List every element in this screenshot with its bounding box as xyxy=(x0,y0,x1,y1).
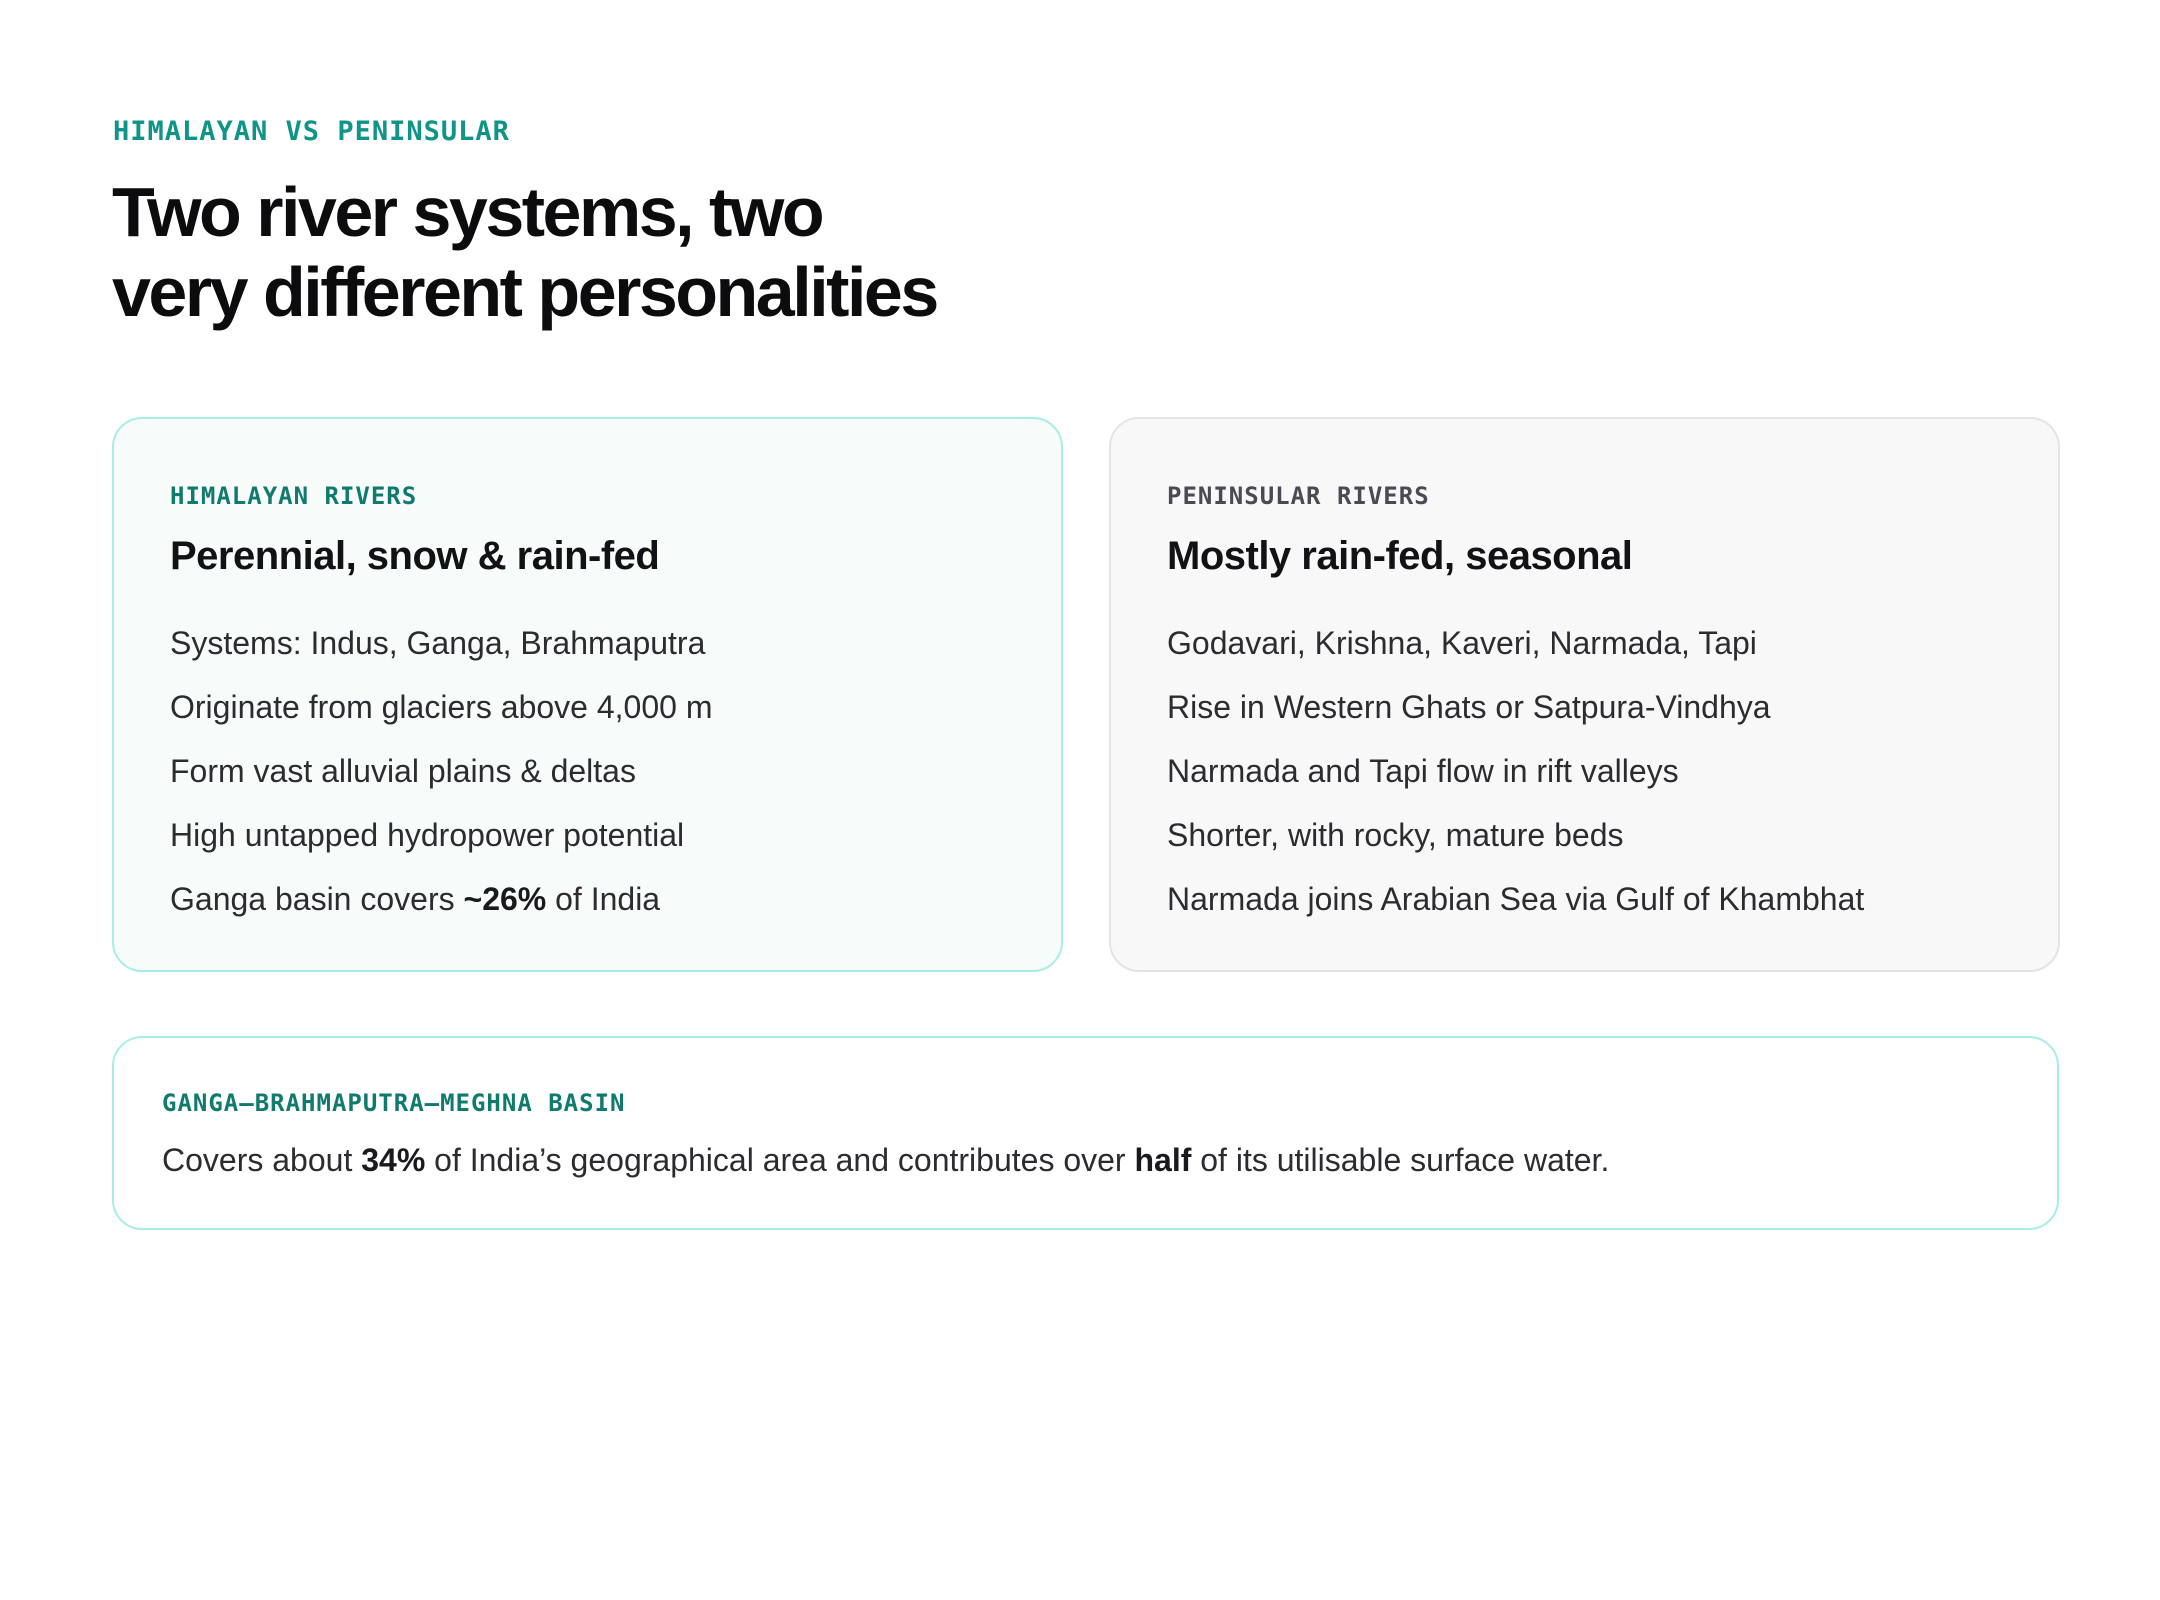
callout-text-part: Covers about xyxy=(162,1142,362,1178)
list-item: Godavari, Krishna, Kaveri, Narmada, Tapi xyxy=(1167,625,1757,661)
callout-text-part: of India’s geographical area and contributes over xyxy=(425,1142,1135,1178)
list-item: High untapped hydropower potential xyxy=(170,817,685,853)
callout-text xyxy=(162,1138,2057,1182)
list-item: Systems: Indus, Ganga, Brahmaputra xyxy=(170,625,706,661)
list-item: Form vast alluvial plains & deltas xyxy=(170,753,636,789)
peninsular-rivers-card xyxy=(1109,417,2060,972)
list-item: Narmada joins Arabian Sea via Gulf of Khambhat xyxy=(1167,881,1865,917)
page-title xyxy=(112,172,1212,332)
highlight-value: half xyxy=(1134,1142,1192,1178)
list-item-text: of India xyxy=(546,881,661,917)
list-item: Narmada and Tapi flow in rift valleys xyxy=(1167,753,1679,789)
list-item: Originate from glaciers above 4,000 m xyxy=(170,689,713,725)
himalayan-rivers-card xyxy=(112,417,1063,972)
page-title-line-2: very different personalities xyxy=(112,253,937,331)
list-item xyxy=(170,867,1061,931)
peninsular-card-label: PENINSULAR RIVERS xyxy=(1167,482,1430,510)
basin-callout xyxy=(112,1036,2059,1230)
page-title-line-1: Two river systems, two xyxy=(112,173,823,251)
highlight-value: ~26% xyxy=(463,881,547,917)
peninsular-card-title: Mostly rain-fed, seasonal xyxy=(1167,534,1633,578)
list-item: Shorter, with rocky, mature beds xyxy=(1167,817,1624,853)
callout-text-part: of its utilisable surface water. xyxy=(1191,1142,1610,1178)
peninsular-facts-list xyxy=(1167,611,2058,931)
himalayan-card-title: Perennial, snow & rain-fed xyxy=(170,534,660,578)
highlight-value: 34% xyxy=(361,1142,426,1178)
list-item-text: Ganga basin covers xyxy=(170,881,464,917)
list-item: Rise in Western Ghats or Satpura-Vindhya xyxy=(1167,689,1771,725)
himalayan-facts-list xyxy=(170,611,1061,931)
section-eyebrow: HIMALAYAN VS PENINSULAR xyxy=(113,116,510,147)
himalayan-card-label: HIMALAYAN RIVERS xyxy=(170,482,418,510)
callout-label: GANGA–BRAHMAPUTRA–MEGHNA BASIN xyxy=(162,1089,626,1117)
